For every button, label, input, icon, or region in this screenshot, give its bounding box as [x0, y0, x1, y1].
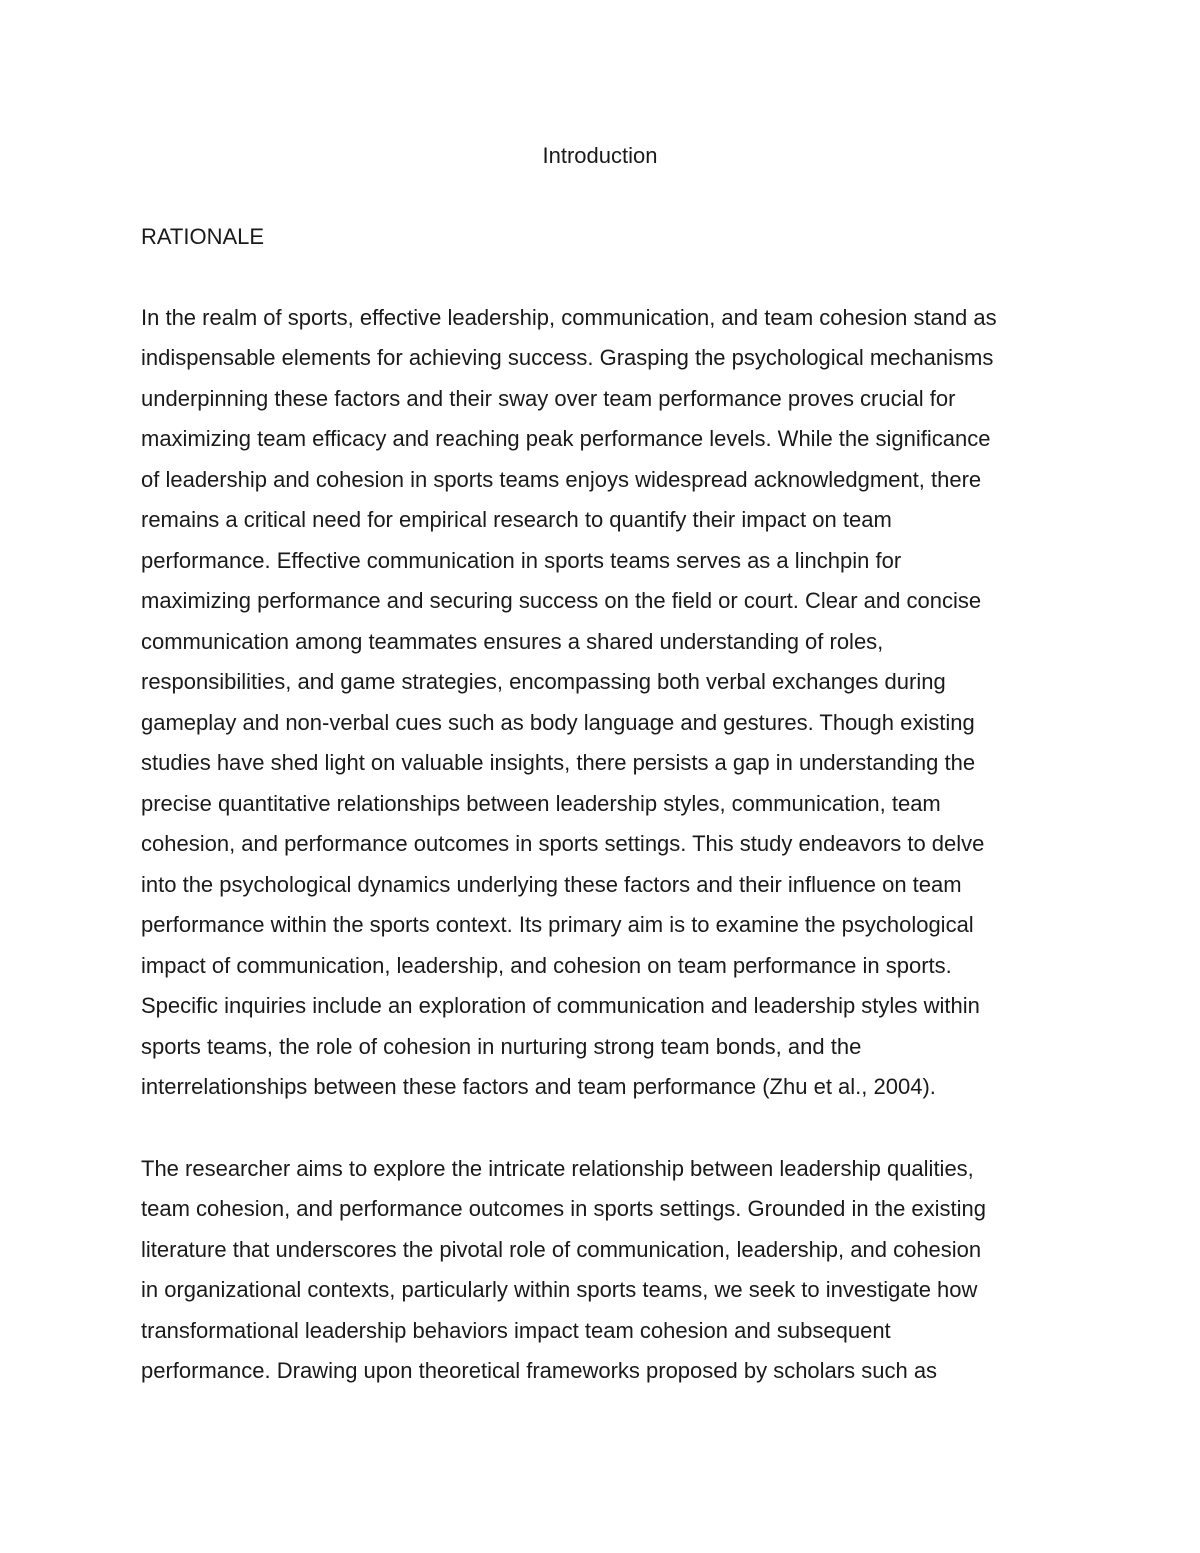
paragraph-line: Specific inquiries include an exploration of communication and leadership styles within [141, 993, 980, 1018]
paragraph-line: literature that underscores the pivotal role of communication, leadership, and cohesion [141, 1237, 982, 1262]
section-title: RATIONALE [141, 224, 265, 249]
paragraph-line: underpinning these factors and their sway over team performance proves crucial for [141, 386, 956, 411]
paragraph-line: communication among teammates ensures a shared understanding of roles, [141, 629, 884, 654]
paragraph-line: maximizing performance and securing success on the field or court. Clear and concise [141, 588, 982, 613]
paragraph-line: interrelationships between these factors and team performance (Zhu et al., 2004). [141, 1074, 936, 1099]
paragraph-line: precise quantitative relationships between leadership styles, communication, team [141, 791, 941, 816]
paragraph-line: performance. Drawing upon theoretical frameworks proposed by scholars such as [141, 1358, 938, 1383]
paragraph-line: cohesion, and performance outcomes in sports settings. This study endeavors to delve [141, 831, 985, 856]
paragraph-line: indispensable elements for achieving success. Grasping the psychological mechanisms [141, 345, 994, 370]
paragraph-line: studies have shed light on valuable insights, there persists a gap in understanding the [141, 750, 976, 775]
paragraph-line: remains a critical need for empirical research to quantify their impact on team [141, 507, 892, 532]
paragraph-line: performance within the sports context. Its primary aim is to examine the psychological [141, 912, 974, 937]
paragraph-line: of leadership and cohesion in sports teams enjoys widespread acknowledgment, there [141, 467, 982, 492]
paragraph-line: into the psychological dynamics underlying these factors and their influence on team [141, 872, 962, 897]
paragraph-line: maximizing team efficacy and reaching peak performance levels. While the significance [141, 426, 991, 451]
paragraph-line: In the realm of sports, effective leadership, communication, and team cohesion stand as [141, 305, 997, 330]
paragraph-line: responsibilities, and game strategies, encompassing both verbal exchanges during [141, 669, 946, 694]
paragraph-line: The researcher aims to explore the intricate relationship between leadership qualities, [141, 1156, 974, 1181]
paragraph-line: transformational leadership behaviors impact team cohesion and subsequent [141, 1318, 891, 1343]
page-heading: Introduction [542, 143, 658, 168]
paragraph-line: sports teams, the role of cohesion in nurturing strong team bonds, and the [141, 1034, 862, 1059]
paragraph-line: performance. Effective communication in sports teams serves as a linchpin for [141, 548, 902, 573]
paragraph-line: impact of communication, leadership, and cohesion on team performance in sports. [141, 953, 952, 978]
paragraph-line: in organizational contexts, particularly within sports teams, we seek to investigate how [141, 1277, 978, 1302]
paragraph-line: team cohesion, and performance outcomes in sports settings. Grounded in the existing [141, 1196, 987, 1221]
paragraph-line: gameplay and non-verbal cues such as body language and gestures. Though existing [141, 710, 975, 735]
